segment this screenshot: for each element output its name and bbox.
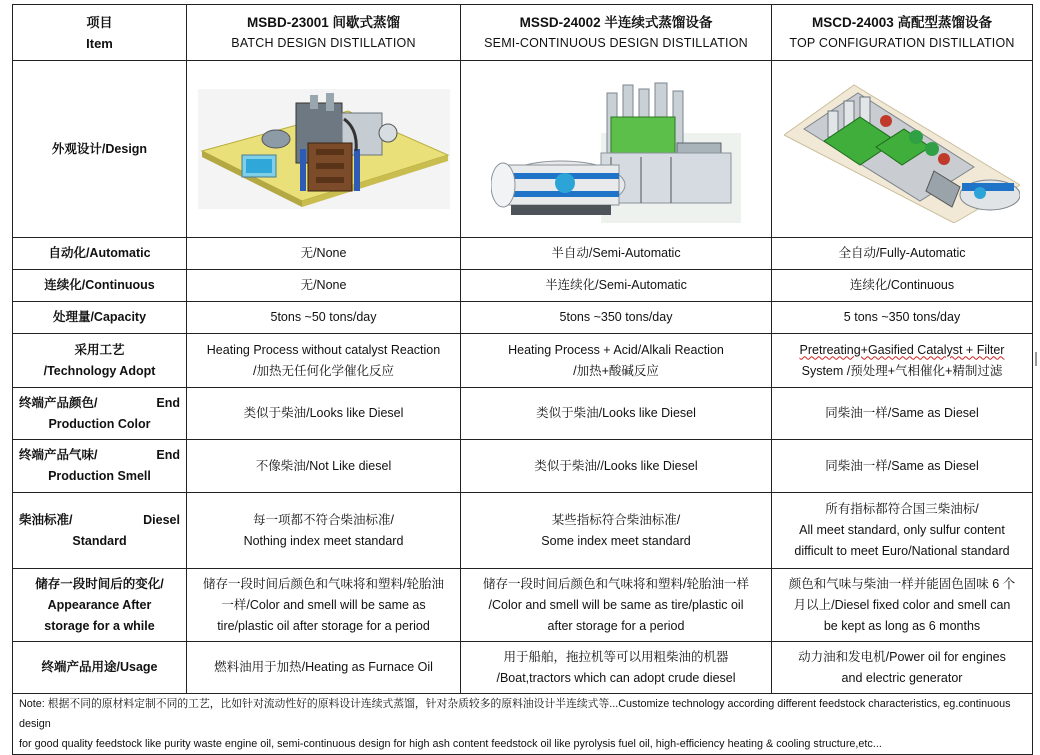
- cell-value: 同柴油一样/Same as Diesel: [772, 388, 1033, 440]
- row-label: [13, 493, 187, 569]
- note-line-1: Note: 根据不同的原材料定制不同的工艺，比如针对流动性好的原料设计连续式蒸馏，针对杂质较多的原料油设计半连续式等...Customize technology according different feedstock characteristics, eg.continuous design: [19, 698, 1011, 730]
- cell-value: [187, 642, 461, 694]
- cell-line: 一样/Color and smell will be same as: [221, 597, 426, 612]
- row-automatic: [13, 238, 1033, 270]
- cell-line: after storage for a period: [547, 618, 685, 633]
- note-cell: [13, 694, 1033, 755]
- cell-line: Nothing index meet standard: [243, 533, 404, 548]
- cell-line: and electric generator: [841, 670, 963, 685]
- cell-line: 颜色和气味与柴油一样并能固色固味 6 个: [788, 576, 1016, 591]
- cell-value: 半连续化/Semi-Automatic: [461, 270, 772, 302]
- cell-line: tire/plastic oil after storage for a period: [217, 618, 430, 633]
- cell-line: Heating Process + Acid/Alkali Reaction: [508, 342, 724, 357]
- header-item-cell: [13, 5, 187, 61]
- header-item-en: Item: [86, 35, 113, 51]
- header-model: MSBD-23001 间歇式蒸馏: [246, 14, 401, 30]
- row-label: 终端产品用途/Usage: [13, 642, 187, 694]
- cell-line: 月以上/Diesel fixed color and smell can: [793, 597, 1011, 612]
- cell-value: 5 tons ~350 tons/day: [772, 302, 1033, 334]
- header-subtitle: TOP CONFIGURATION DISTILLATION: [789, 35, 1015, 50]
- row-label-line: Production Smell: [48, 469, 151, 483]
- cell-value: 类似于柴油/Looks like Diesel: [461, 388, 772, 440]
- cell-line: 储存一段时间后颜色和气味将和塑料/轮胎油: [203, 576, 444, 591]
- cell-value: [461, 569, 772, 642]
- cell-line: 某些指标符合柴油标准/: [551, 512, 681, 527]
- cell-line: /加热+酸碱反应: [573, 363, 659, 378]
- cell-value: 类似于柴油/Looks like Diesel: [187, 388, 461, 440]
- cell-value: [461, 642, 772, 694]
- cell-line: 动力油和发电机/Power oil for engines: [798, 649, 1006, 664]
- cell-value: [461, 493, 772, 569]
- cell-line: Heating Process without catalyst Reaction: [206, 342, 441, 357]
- row-usage: [13, 642, 1033, 694]
- header-subtitle: SEMI-CONTINUOUS DESIGN DISTILLATION: [484, 35, 748, 50]
- row-label: 自动化/Automatic: [13, 238, 187, 270]
- row-continuous: [13, 270, 1033, 302]
- row-label: [13, 569, 187, 642]
- row-label-end: Diesel: [143, 512, 180, 527]
- cell-value: 5tons ~50 tons/day: [187, 302, 461, 334]
- cell-line: 储存一段时间后颜色和气味将和塑料/轮胎油一样: [483, 576, 749, 591]
- row-label-line: 储存一段时间后的变化/: [35, 576, 164, 591]
- design-batch-cell: [187, 61, 461, 238]
- row-label-cn: 终端产品颜色/: [19, 395, 98, 410]
- row-label-end: End: [156, 448, 180, 462]
- cell-line: Some index meet standard: [541, 533, 691, 548]
- row-label: 连续化/Continuous: [13, 270, 187, 302]
- header-model: MSSD-24002 半连续式蒸馏设备: [519, 14, 713, 30]
- row-label-line: Appearance After: [47, 597, 152, 612]
- cell-line: All meet standard, only sulfur content: [799, 523, 1005, 537]
- row-label: [13, 440, 187, 493]
- design-top-configuration-cell: [772, 61, 1033, 238]
- cell-line: /Boat,tractors which can adopt crude diesel: [496, 670, 736, 685]
- header-row: [13, 5, 1033, 61]
- cell-value: 半自动/Semi-Automatic: [461, 238, 772, 270]
- cell-value: [187, 569, 461, 642]
- comparison-table: [12, 4, 1033, 755]
- row-standard: [13, 493, 1033, 569]
- cell-value: [772, 642, 1033, 694]
- cell-value: [772, 569, 1033, 642]
- top-configuration-plant-image: [784, 75, 1020, 223]
- row-label-cn: 终端产品气味/: [19, 448, 98, 462]
- cell-line: System /预处理+气相催化+精制过滤: [801, 363, 1003, 378]
- cell-line: 每一项都不符合柴油标准/: [253, 512, 394, 527]
- cell-line: Pretreating+Gasified Catalyst + Filter: [799, 342, 1005, 357]
- cell-line: 用于船舶，拖拉机等可以用粗柴油的机器: [503, 649, 729, 664]
- cell-value: [187, 493, 461, 569]
- cell-line: 所有指标都符合国三柴油标/: [825, 502, 979, 516]
- cell-line: be kept as long as 6 months: [823, 618, 981, 633]
- header-model: MSCD-24003 高配型蒸馏设备: [811, 14, 993, 30]
- cell-line: difficult to meet Euro/National standard: [794, 544, 1010, 558]
- cell-value: 类似于柴油//Looks like Diesel: [461, 440, 772, 493]
- header-top-configuration: [772, 5, 1033, 61]
- cell-value: 5tons ~350 tons/day: [461, 302, 772, 334]
- semi-continuous-plant-image: [491, 73, 741, 225]
- header-semi-continuous: [461, 5, 772, 61]
- cell-line: /加热无任何化学催化反应: [253, 363, 394, 378]
- cell-value: 无/None: [187, 238, 461, 270]
- cell-line: 燃料油用于加热/Heating as Furnace Oil: [214, 660, 433, 674]
- cell-value: [187, 334, 461, 388]
- row-label-line: /Technology Adopt: [43, 363, 156, 378]
- row-label: [13, 388, 187, 440]
- header-subtitle: BATCH DESIGN DISTILLATION: [231, 35, 416, 50]
- row-label: [13, 334, 187, 388]
- batch-plant-image: [198, 89, 450, 209]
- cell-value: [461, 334, 772, 388]
- note-line-2: for good quality feedstock like purity waste engine oil, semi-continuous design for high ash content feedstock oil like pyrolysis fuel oil, high-efficiency heating & cooling structure,etc...: [19, 738, 882, 750]
- row-appearance: [13, 569, 1033, 642]
- header-batch: [187, 5, 461, 61]
- row-technology: [13, 334, 1033, 388]
- edge-marker: [1035, 352, 1037, 366]
- cell-value: 同柴油一样/Same as Diesel: [772, 440, 1033, 493]
- row-label-line: 采用工艺: [74, 342, 125, 357]
- row-label-line: Standard: [72, 533, 127, 548]
- row-capacity: [13, 302, 1033, 334]
- cell-value: 无/None: [187, 270, 461, 302]
- cell-value: [772, 334, 1033, 388]
- cell-value: 全自动/Fully-Automatic: [772, 238, 1033, 270]
- cell-value: 连续化/Continuous: [772, 270, 1033, 302]
- row-label-line: storage for a while: [44, 618, 155, 633]
- cell-value: 不像柴油/Not Like diesel: [187, 440, 461, 493]
- cell-value: [772, 493, 1033, 569]
- cell-line: /Color and smell will be same as tire/plastic oil: [488, 597, 744, 612]
- row-label-cn: 柴油标准/: [19, 512, 73, 527]
- row-note: [13, 694, 1033, 755]
- header-item-cn: 项目: [86, 14, 113, 30]
- row-smell: [13, 440, 1033, 493]
- design-semi-continuous-cell: [461, 61, 772, 238]
- row-color: [13, 388, 1033, 440]
- row-label: 处理量/Capacity: [13, 302, 187, 334]
- row-label-end: End: [156, 395, 180, 410]
- row-design: [13, 61, 1033, 238]
- row-label: 外观设计/Design: [13, 61, 187, 238]
- row-label-line: Production Color: [48, 416, 151, 431]
